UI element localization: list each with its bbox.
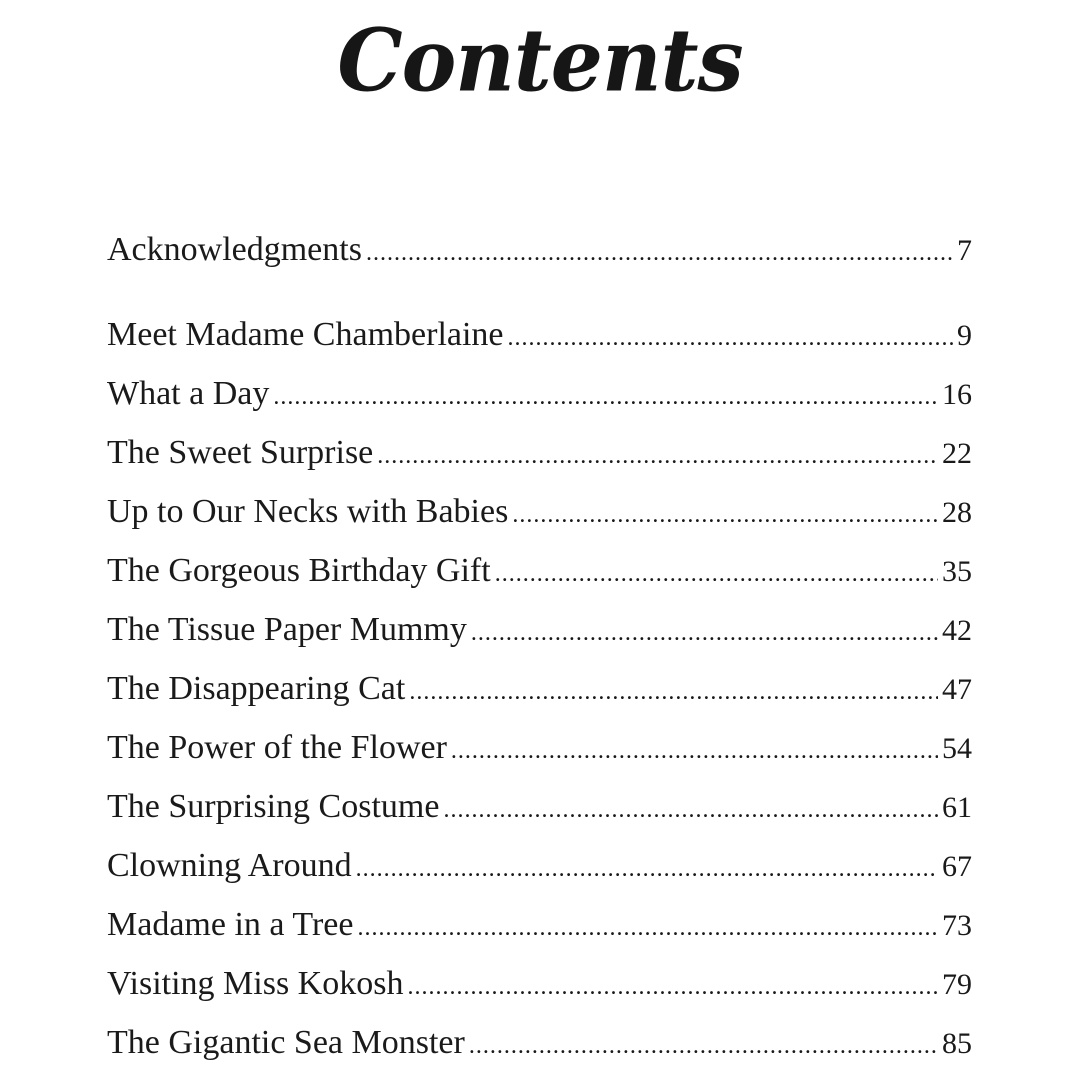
dot-leader [443,787,938,833]
dot-leader [451,728,938,774]
toc-entry-title: Visiting Miss Kokosh [107,965,404,1002]
toc-entry[interactable] [107,430,972,476]
toc-entry-page: 85 [942,1027,972,1060]
toc-entry[interactable] [107,548,972,594]
toc-entry-title: The Gorgeous Birthday Gift [107,552,491,589]
dot-leader [508,315,953,361]
toc-entry-page: 54 [942,732,972,765]
toc-entry[interactable] [107,227,972,273]
toc-entry[interactable] [107,371,972,417]
toc-entry[interactable] [107,489,972,535]
toc-entry[interactable] [107,725,972,771]
page-title: Contents [337,10,743,112]
toc-entry-page: 35 [942,555,972,588]
toc-entry[interactable] [107,843,972,889]
toc-entry[interactable] [107,312,972,358]
toc-entry-title: The Surprising Costume [107,788,440,825]
toc-entry-page: 16 [942,378,972,411]
dot-leader [407,964,938,1010]
dot-leader [377,433,938,479]
toc-entry-title: Clowning Around [107,847,352,884]
toc-entry-title: The Disappearing Cat [107,670,406,707]
toc-entry[interactable] [107,1020,972,1066]
dot-leader [512,492,938,538]
dot-leader [273,374,938,420]
toc-entry-title: The Sweet Surprise [107,434,374,471]
toc-entry[interactable] [107,902,972,948]
toc-entry-title: Up to Our Necks with Babies [107,493,509,530]
toc-entry-page: 42 [942,614,972,647]
dot-leader [469,1023,938,1069]
toc-entry-page: 9 [957,319,972,352]
toc-entry[interactable] [107,784,972,830]
dot-leader [471,610,938,656]
toc-entry-title: The Gigantic Sea Monster [107,1024,465,1061]
toc-entry-title: Madame in a Tree [107,906,354,943]
toc-entry-page: 67 [942,850,972,883]
toc-entry-page: 28 [942,496,972,529]
toc-entry[interactable] [107,607,972,653]
dot-leader [357,905,938,951]
dot-leader [366,230,953,276]
toc-entry[interactable] [107,666,972,712]
toc-entry-title: The Tissue Paper Mummy [107,611,467,648]
toc-entry-page: 79 [942,968,972,1001]
dot-leader [495,551,938,597]
toc-entry-title: Acknowledgments [107,231,362,268]
toc-entry-title: What a Day [107,375,270,412]
toc-entry-page: 7 [957,234,972,267]
dot-leader [356,846,938,892]
toc-entry-page: 73 [942,909,972,942]
dot-leader [409,669,938,715]
toc-entry-page: 22 [942,437,972,470]
toc-entry-title: The Power of the Flower [107,729,447,766]
toc-entry-page: 47 [942,673,972,706]
toc-entry-title: Meet Madame Chamberlaine [107,316,504,353]
toc-entry[interactable] [107,961,972,1007]
toc-entry-page: 61 [942,791,972,824]
